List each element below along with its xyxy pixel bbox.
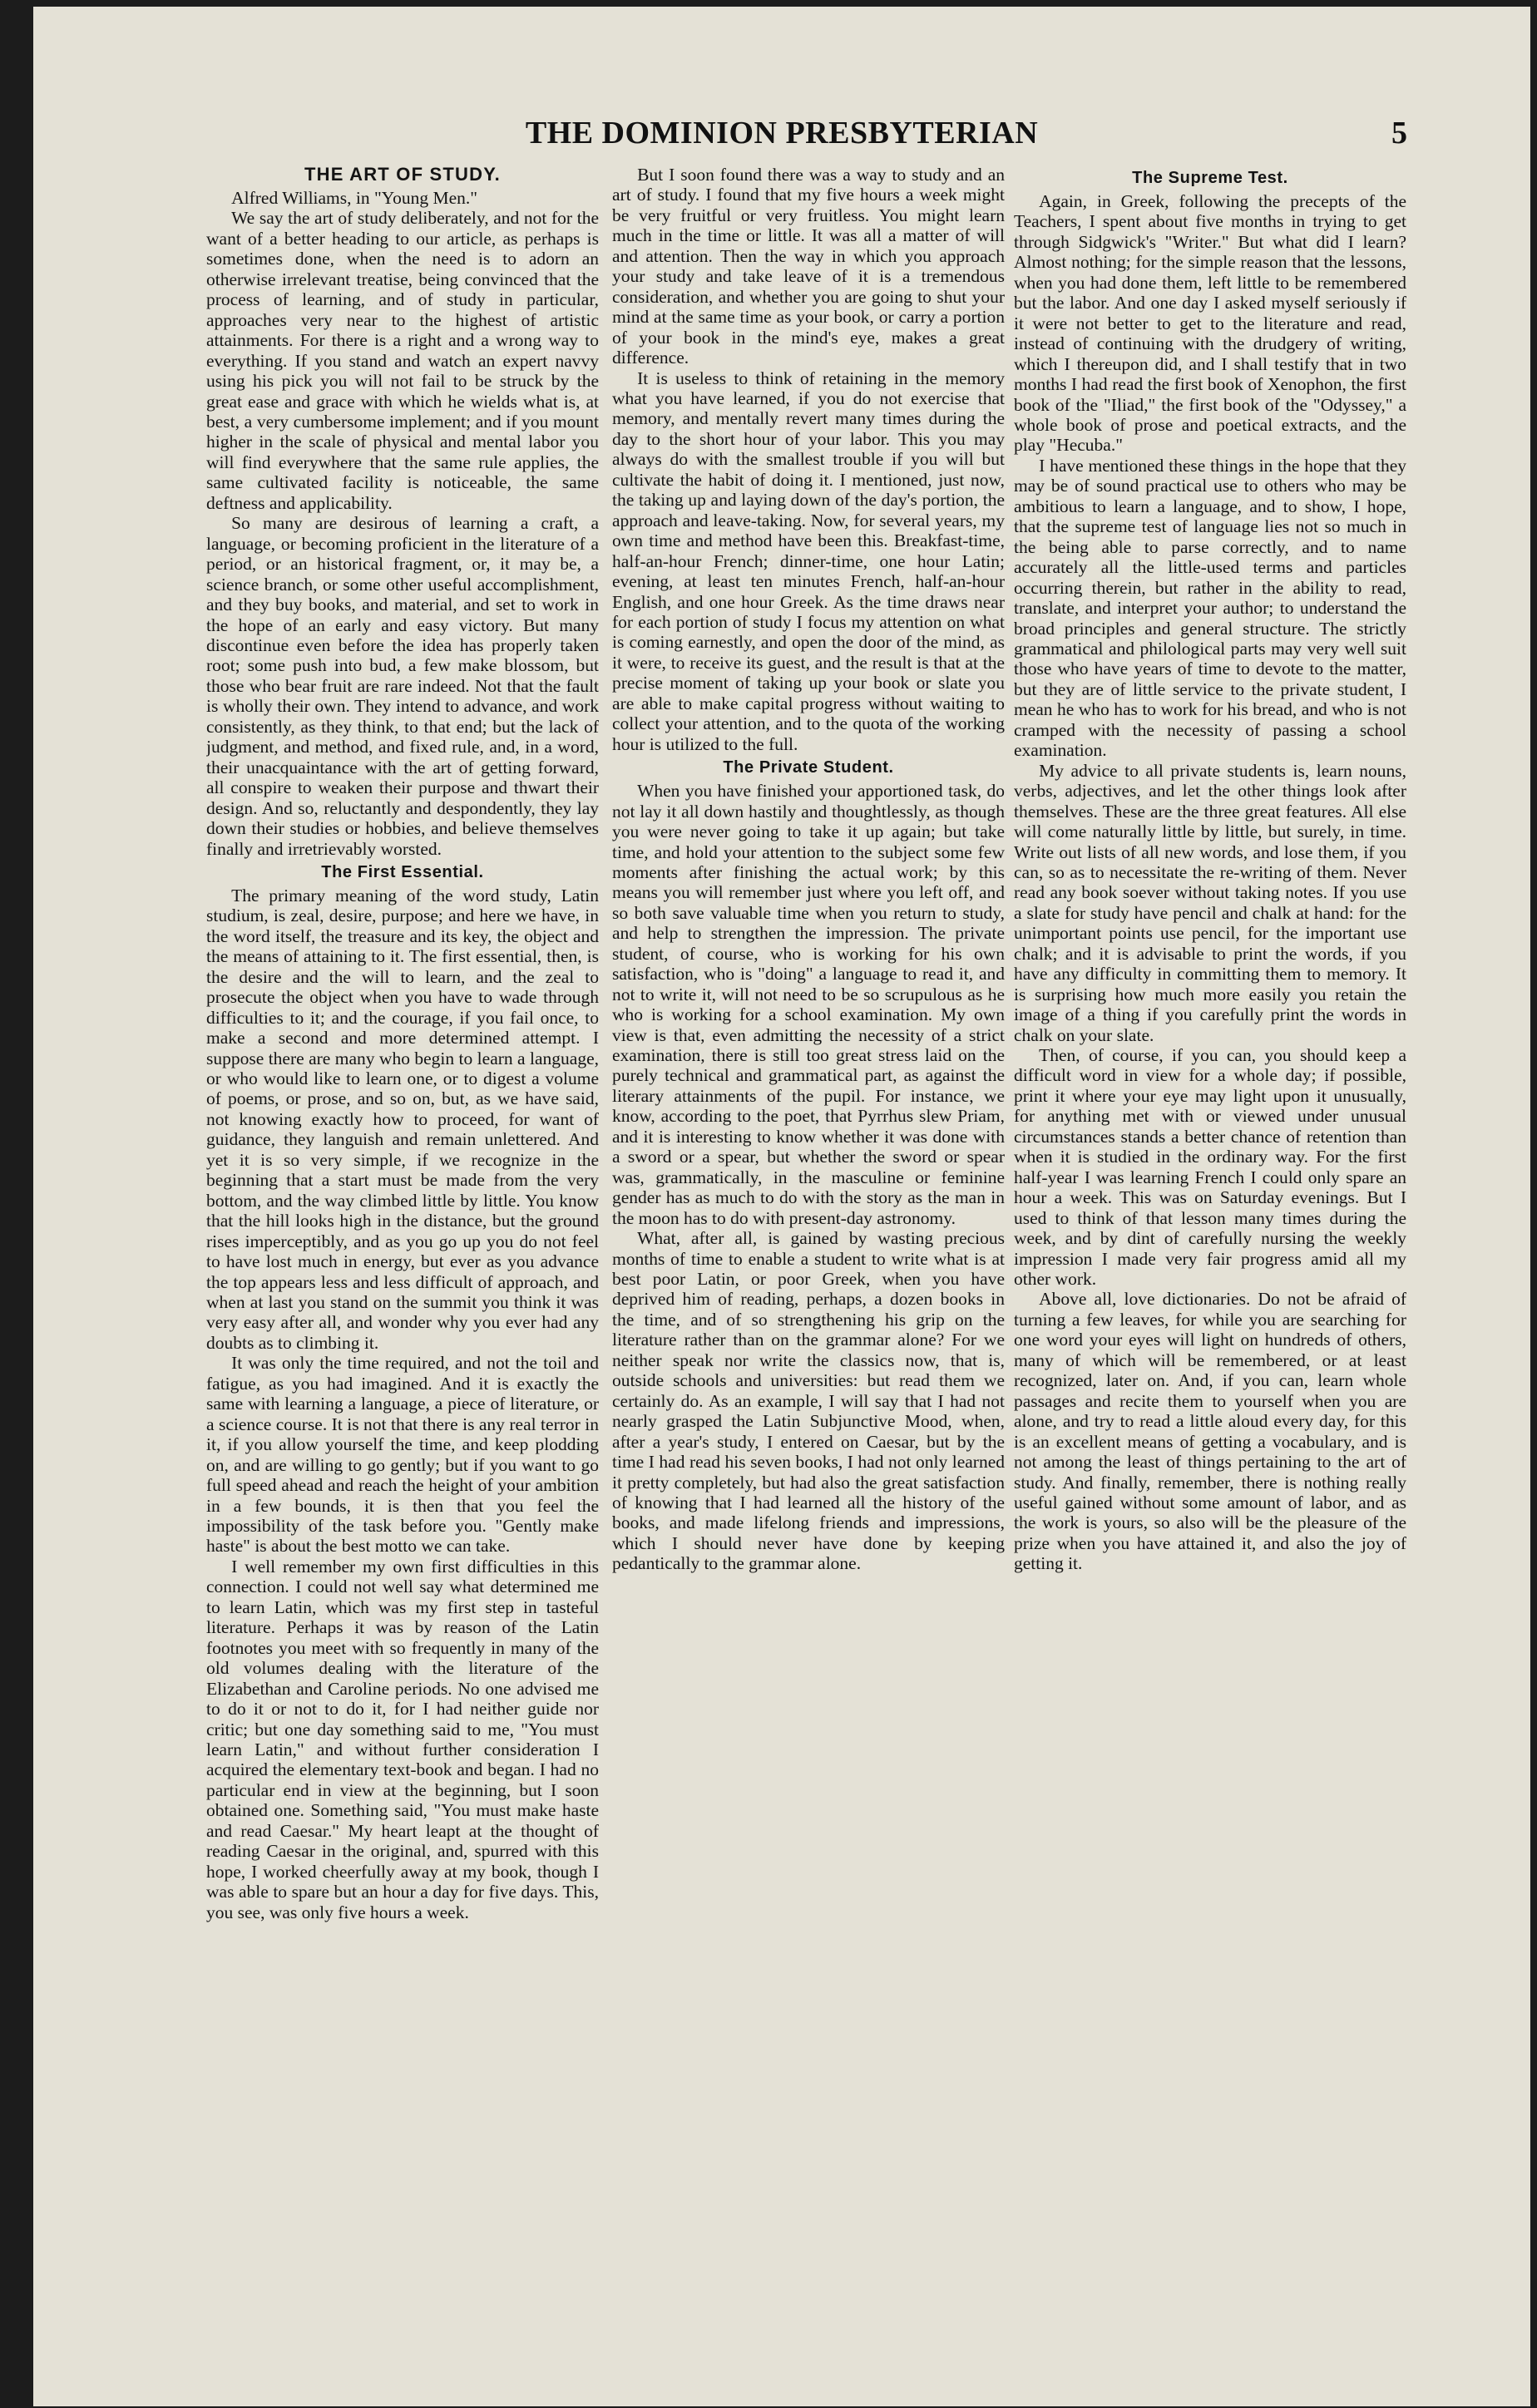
running-head [33, 115, 1530, 156]
section-heading-private-student: The Private Student. [723, 758, 894, 777]
article-byline: Alfred Williams, in "Young Men." [231, 188, 478, 208]
paragraph-private-student-2: What, after all, is gained by wasting precious months of time to enable a student to write what is at best poor Latin, or poor Greek, when you have deprived him of reading, perhaps, a dozen books in the time, and of so strengthening his grip on the literature rather than on the grammar alone? For we neither speak nor write the classics now, that is, outside schools and universities: but read them we certainly do. As an example, I will say that I had not nearly grasped the Latin Subjunctive Mood, when, after a year's study, I entered on Caesar, but by the time I had read his seven books, I had not only learned it pretty completely, but had also the great satisfaction of knowing that I had learned all the history of the books, and made lifelong friends and impressions, which I should never have done by keeping pedantically to the grammar alone. [612, 1228, 1005, 1574]
paragraph-first-essential-5: It is useless to think of retaining in the memory what you have learned, if you do not exercise that memory, and mentally revert many times during the day to the short hour of your labor. This you may always do with the smallest trouble if you will but cultivate the habit of doing it. I mentioned, just now, the taking up and laying down of the day's portion, the approach and leave-taking. Now, for several years, my own time and method have been this. Breakfast-time, half-an-hour French; dinner-time, one hour Latin; evening, at least ten minutes French, half-an-hour English, and one hour Greek. As the time draws near for each portion of study I focus my attention on what is coming earnestly, and open the door of the mind, as it were, to receive its guest, and the result is that at the precise moment of taking up your book or slate you are able to make capital progress without waiting to collect your attention, and to the quota of the working hour is utilized to the full. [612, 368, 1005, 754]
article-title: THE ART OF STUDY. [304, 165, 501, 185]
paragraph-first-essential-1: The primary meaning of the word study, Latin studium, is zeal, desire, purpose; and here we have, in the word itself, the treasure and its key, the object and the means of attaining to it. The first essential, then, is the desire and the will to learn, and the zeal to prosecute the object when you have to wade through difficulties to it; and the courage, if you fail once, to make a second and more determined attempt. I suppose there are many who begin to learn a language, or who would like to learn one, or to digest a volume of poems, or prose, and so on, but, as we have said, not knowing exactly how to proceed, for want of guidance, they languish and remain unlettered. And yet it is so very simple, if we recognize in the beginning that a start must be made from the very bottom, and the way climbed little by little. You know that the hill looks high in the distance, but the ground rises imperceptibly, and as you go up you do not feel to have lost much in energy, but ever as you advance the top appears less and less difficult of approach, and when at last you stand on the summit you think it was very easy after all, and wonder why you ever had any doubts as to climbing it. [206, 885, 599, 1353]
paragraph-supreme-test-1: Again, in Greek, following the precepts of the Teachers, I spent about five months in trying to get through Sidgwick's "Writer." But what did I learn? Almost nothing; for the simple reason that the lessons, when you had done them, left little to be remembered but the labor. And one day I asked myself seriously if it were not better to get to the literature and read, instead of continuing with the drudgery of writing, which I thereupon did, and I shall testify that in two months I had read the first book of Xenophon, the first book of the "Iliad," the first book of the "Odyssey," a whole book of prose and poetical extracts, and the play "Hecuba." [1014, 191, 1406, 456]
paragraph-supreme-test-4: Then, of course, if you can, you should keep a difficult word in view for a whole day; if possible, print it where your eye may light upon it unusually, for anything met with or viewed under unusual circumstances stands a better chance of retention than when it is studied in the ordinary way. For the first half-year I was learning French I could only spare an hour a week. This was on Saturday evenings. But I used to think of that lesson many times during the week, and by dint of carefully nursing the weekly impression I made very fair progress amid all my other work. [1014, 1045, 1406, 1290]
paragraph-first-essential-3: I well remember my own first difficulties in this connection. I could not well say what determined me to learn Latin, which was my first step in tasteful literature. Perhaps it was by reason of the Latin footnotes you meet with so frequently in many of the old volumes dealing with the literature of the Elizabethan and Caroline periods. No one advised me to do it or not to do it, for I had neither guide nor critic; but one day something said to me, "You must learn Latin," and without further consideration I acquired the elementary text-book and began. I had no particular end in view at the beginning, but I soon obtained one. Something said, "You must make haste and read Caesar." My heart leapt at the thought of reading Caesar in the original, and, spurred with this hope, I worked cheerfully away at my book, though I was able to spare but an hour a day for five days. This, you see, was only five hours a week. [206, 1556, 599, 1922]
paragraph-supreme-test-5: Above all, love dictionaries. Do not be afraid of turning a few leaves, for while you are searching for one word your eyes will light on hundreds of others, many of which will be remembered, or at least recognized, later on. And, if you can, learn whole passages and recite them to yourself when you are alone, and try to read a little aloud every day, for this is an excellent means of getting a vocabulary, and is not among the least of things pertaining to the art of study. And finally, remember, there is nothing really useful gained without some amount of labor, and as the work is yours, so also will be the pleasure of the prize when you have attained it, and also the joy of getting it. [1014, 1289, 1406, 1574]
paragraph-first-essential-4: But I soon found there was a way to study and an art of study. I found that my five hours a week might be very fruitful or very fruitless. You might learn much in the time or little. It was all a matter of will and attention. Then the way in which you approach your study and take leave of it is a tremendous consideration, and whether you are going to shut your mind at the same time as your book, or carry a portion of your book in the mind's eye, makes a great difference. [612, 165, 1005, 368]
paragraph-supreme-test-3: My advice to all private students is, learn nouns, verbs, adjectives, and let the other things look after themselves. These are the three great features. All else will come naturally little by little, but surely, in time. Write out lists of all new words, and lose them, if you can, so as to necessitate the re-writing of them. Never read any book soever without taking notes. If you use a slate for study have pencil and chalk at hand: for the unimportant points use pencil, for the important use chalk; and it is advisable to print the words, if you have any difficulty in committing them to memory. It is surprising how much more easily you retain the image of a thing if you carefully print the words in chalk on your slate. [1014, 760, 1406, 1045]
text-column-3 [1014, 165, 1406, 2360]
journal-name: THE DOMINION PRESBYTERIAN [525, 116, 1039, 150]
paragraph-private-student-1: When you have finished your apportioned task, do not lay it all down hastily and thoughtlessly, as though you were never going to take it up again; but take time, and hold your attention to the subject some few moments after finishing the actual work; by this means you will remember just where you left off, and so both save valuable time when you return to study, and help to strengthen the impression. The private student, of course, who is working for his own satisfaction, who is "doing" a language to read it, and not to write it, will not need to be so scrupulous as he who is working for a school examination. My own view is that, even admitting the necessity of a strict examination, there is still too great stress laid on the purely technical and grammatical part, as against the literary attainments of the pupil. For instance, we know, according to the poet, that Pyrrhus slew Priam, and it is interesting to know whether it was done with a sword or a spear, but whether the sword or spear was, grammatically, in the masculine or feminine gender has as much to do with the story as the man in the moon has to do with present-day astronomy. [612, 781, 1005, 1228]
newspaper-page [33, 7, 1530, 2406]
paragraph-intro-2: So many are desirous of learning a craft, a language, or becoming proficient in the literature of a period, or an historical fragment, or, it may be, a science branch, or some other useful accomplishment, and they buy books, and material, and set to work in the hope of an early and easy victory. But many discontinue even before the idea has properly taken root; some push into bud, a few make blossom, but those who bear fruit are rare indeed. Not that the fault is wholly their own. They intend to advance, and work consistently, as they think, to that end; but the lack of judgment, and method, and fixed rule, and, in a word, their unacquaintance with the art of getting forward, all conspire to weaken their purpose and thwart their design. And so, reluctantly and despondently, they lay down their studies or hobbies, and believe themselves finally and irretrievably worsted. [206, 513, 599, 859]
page-number: 5 [1391, 116, 1407, 150]
paragraph-first-essential-2: It was only the time required, and not the toil and fatigue, as you had imagined. And it is exactly the same with learning a language, a piece of literature, or a science course. It is not that there is any real terror in it, if you allow yourself the time, and keep plodding on, and are willing to go gently; but if you want to go full speed ahead and reach the height of your ambition in a few bounds, it is then that you feel the impossibility of the task before you. "Gently make haste" is about the best motto we can take. [206, 1353, 599, 1557]
text-column-2 [612, 165, 1005, 2360]
section-heading-first-essential: The First Essential. [321, 862, 484, 881]
text-column-1 [206, 165, 599, 2360]
section-heading-supreme-test: The Supreme Test. [1132, 169, 1288, 187]
paragraph-intro-1: We say the art of study deliberately, and not for the want of a better heading to our article, as perhaps is sometimes done, when the need is to adorn an otherwise irrelevant treatise, being convinced that the process of learning, and of study in particular, approaches very near to the highest of artistic attainments. For there is a right and a wrong way to everything. If you stand and watch an expert navvy using his pick you will not fail to be struck by the great ease and grace with which he wields what is, at best, a very cumbersome implement; and if you mount higher in the scale of physical and mental labor you will find everywhere that the same rule applies, the same cultivated facility is noticeable, the same deftness and applicability. [206, 208, 599, 513]
paragraph-supreme-test-2: I have mentioned these things in the hope that they may be of sound practical use to others who may be ambitious to learn a language, and to show, I hope, that the supreme test of language lies not so much in the being able to parse correctly, and to name accurately all the little-used terms and particles occurring therein, but rather in the ability to read, translate, and interpret your author; to understand the broad principles and general structure. The strictly grammatical and philological parts may very well suit those who have years of time to devote to the matter, but they are of little service to the private student, I mean he who has to work for his bread, and who is not cramped with the necessity of passing a school examination. [1014, 455, 1406, 761]
